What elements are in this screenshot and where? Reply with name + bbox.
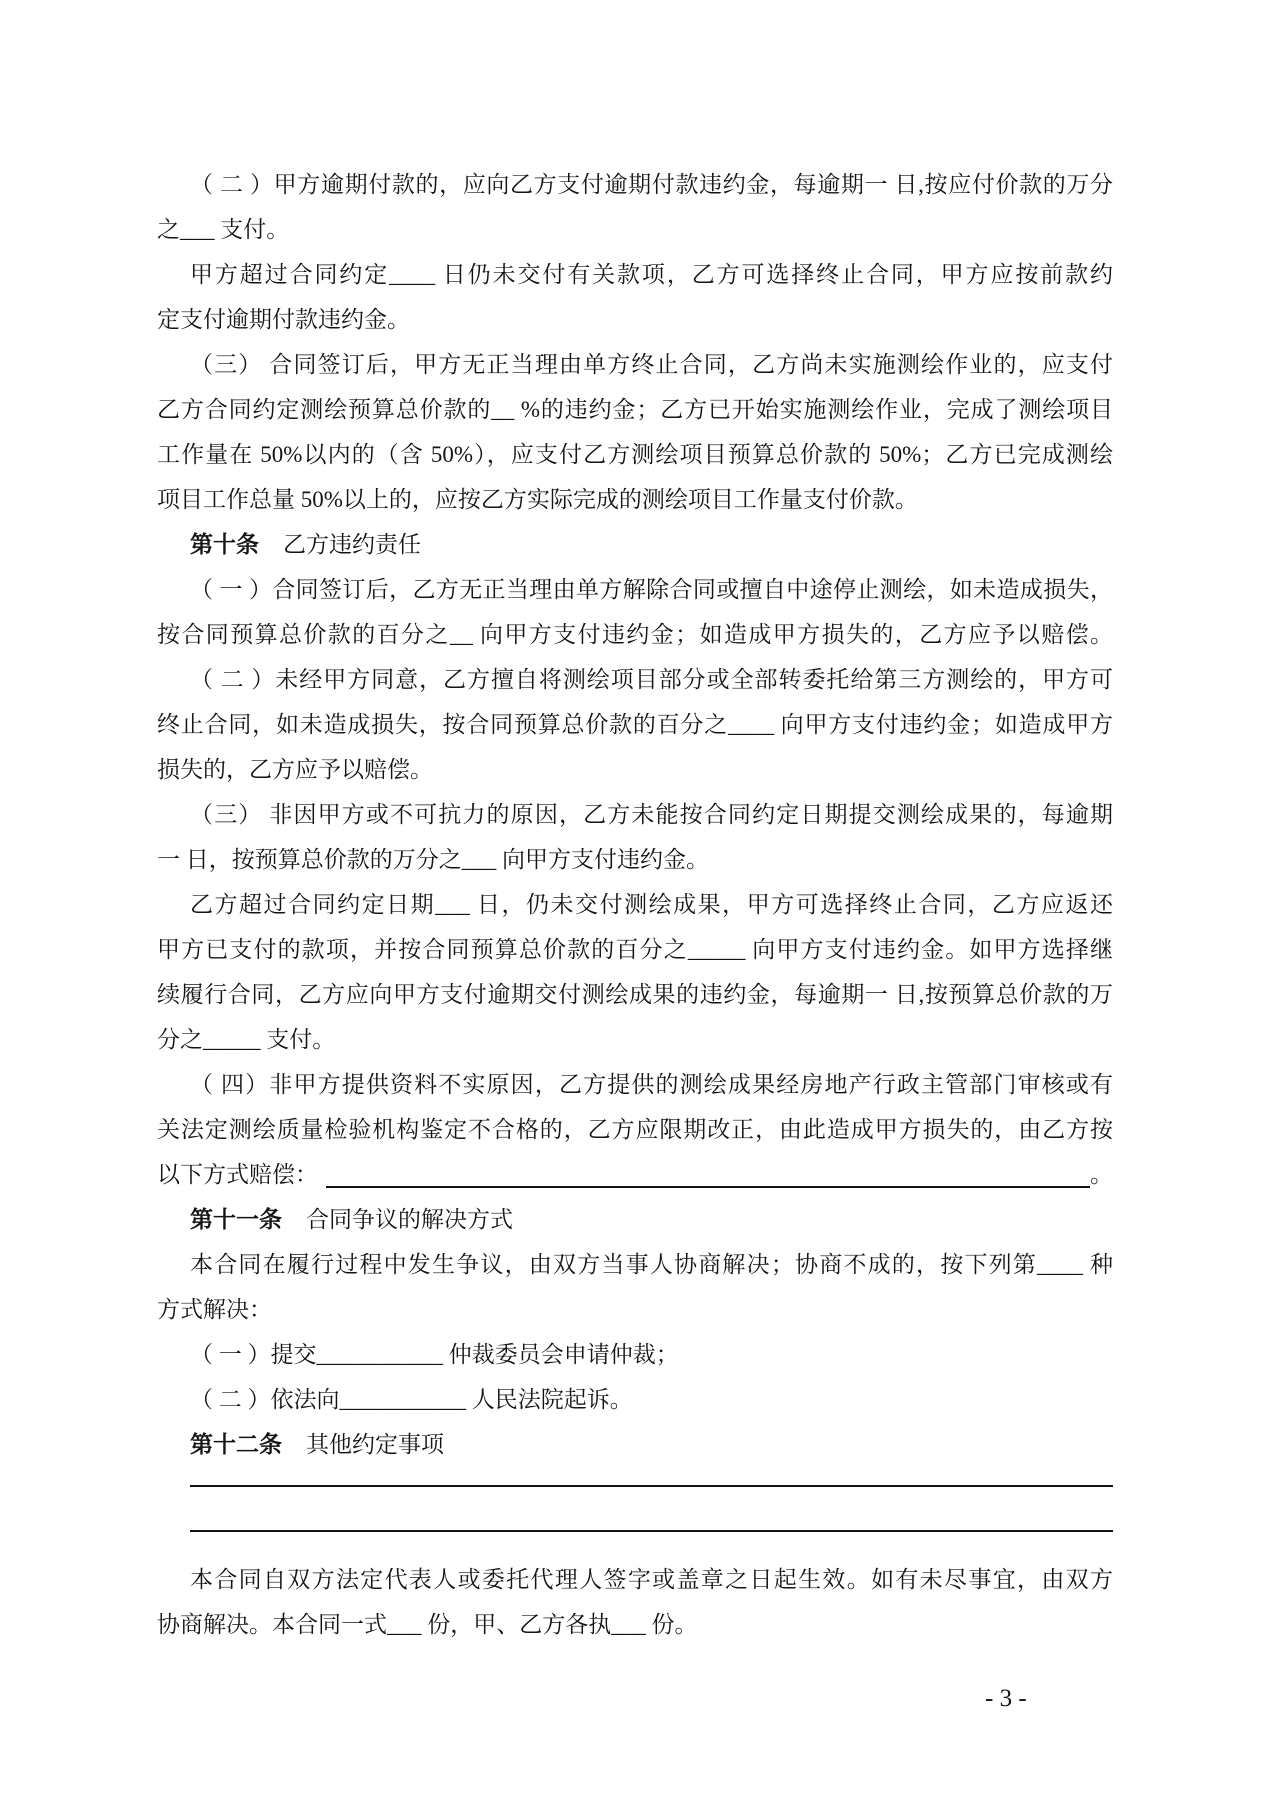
text-line: （ 一 ）合同签订后，乙方无正当理由单方解除合同或擅自中途停止测绘，如未造成损失， bbox=[190, 577, 1113, 602]
text-line: 甲方已支付的款项，并按合同预算总价款的百分之_____ 向甲方支付违约金。如甲方选择继 bbox=[157, 937, 1113, 962]
text-line: （三） 合同签订后，甲方无正当理由单方终止合同，乙方尚未实施测绘作业的，应支付 bbox=[190, 352, 1113, 377]
blank-line-period: 。 bbox=[1090, 1162, 1113, 1187]
section-heading bbox=[157, 1422, 1113, 1467]
section-heading-number: 第十二条 bbox=[190, 1431, 282, 1457]
fill-in-blank-line bbox=[326, 1186, 1090, 1188]
fill-in-rule-line bbox=[157, 1467, 1113, 1512]
fill-in-rule-line bbox=[157, 1512, 1113, 1557]
text-line: 工作量在 50%以内的（含 50%），应支付乙方测绘项目预算总价款的 50%；乙方已完成测绘 bbox=[157, 442, 1113, 467]
rule-bar bbox=[190, 1485, 1113, 1487]
blank-line-label: 以下方式赔偿： bbox=[157, 1162, 318, 1187]
text-line: （ 二 ）甲方逾期付款的，应向乙方支付逾期付款违约金，每逾期一 日,按应付价款的万分 bbox=[190, 172, 1113, 197]
section-heading bbox=[157, 1197, 1113, 1242]
text-line: 甲方超过合同约定____ 日仍未交付有关款项，乙方可选择终止合同，甲方应按前款约 bbox=[190, 262, 1113, 287]
text-line: 关法定测绘质量检验机构鉴定不合格的，乙方应限期改正，由此造成甲方损失的，由乙方按 bbox=[157, 1117, 1113, 1142]
text-line: 定支付逾期付款违约金。 bbox=[157, 307, 410, 332]
section-heading-number: 第十一条 bbox=[190, 1206, 282, 1232]
section-heading-title: 乙方违约责任 bbox=[283, 532, 421, 557]
text-line: 项目工作总量 50%以上的，应按乙方实际完成的测绘项目工作量支付价款。 bbox=[157, 487, 918, 512]
text-line: （ 四）非甲方提供资料不实原因，乙方提供的测绘成果经房地产行政主管部门审核或有 bbox=[190, 1072, 1113, 1097]
document-body bbox=[157, 162, 1113, 1647]
text-line: 损失的，乙方应予以赔偿。 bbox=[157, 757, 433, 782]
text-line: 续履行合同，乙方应向甲方支付逾期交付测绘成果的违约金，每逾期一 日,按预算总价款的万 bbox=[157, 982, 1113, 1007]
text-line: 乙方合同约定测绘预算总价款的__ %的违约金；乙方已开始实施测绘作业，完成了测绘项目 bbox=[157, 397, 1113, 422]
text-line: 本合同在履行过程中发生争议，由双方当事人协商解决；协商不成的，按下列第____ 种 bbox=[190, 1252, 1113, 1277]
text-line: （ 一 ）提交___________ 仲裁委员会申请仲裁； bbox=[190, 1342, 679, 1367]
section-heading-title: 其他约定事项 bbox=[306, 1432, 444, 1457]
rule-bar bbox=[190, 1530, 1113, 1532]
section-heading-number: 第十条 bbox=[190, 531, 259, 557]
section-heading-title: 合同争议的解决方式 bbox=[306, 1207, 513, 1232]
text-line: （ 二 ）依法向___________ 人民法院起诉。 bbox=[190, 1387, 633, 1412]
page-number: - 3 - bbox=[985, 1685, 1027, 1712]
text-line: （三） 非因甲方或不可抗力的原因，乙方未能按合同约定日期提交测绘成果的，每逾期 bbox=[190, 802, 1113, 827]
text-line: 方式解决： bbox=[157, 1297, 272, 1322]
text-line: （ 二 ）未经甲方同意，乙方擅自将测绘项目部分或全部转委托给第三方测绘的，甲方可 bbox=[190, 667, 1113, 692]
text-line: 分之_____ 支付。 bbox=[157, 1027, 336, 1052]
text-line-with-blank bbox=[157, 1152, 1113, 1197]
text-line: 本合同自双方法定代表人或委托代理人签字或盖章之日起生效。如有未尽事宜，由双方 bbox=[190, 1567, 1113, 1592]
text-line: 一 日，按预算总价款的万分之___ 向甲方支付违约金。 bbox=[157, 847, 709, 872]
text-line: 终止合同，如未造成损失，按合同预算总价款的百分之____ 向甲方支付违约金；如造成甲方 bbox=[157, 712, 1113, 737]
text-line: 按合同预算总价款的百分之__ 向甲方支付违约金；如造成甲方损失的，乙方应予以赔偿。 bbox=[157, 622, 1113, 647]
text-line: 乙方超过合同约定日期___ 日，仍未交付测绘成果，甲方可选择终止合同，乙方应返还 bbox=[190, 892, 1113, 917]
text-line: 协商解决。本合同一式___ 份，甲、乙方各执___ 份。 bbox=[157, 1612, 698, 1637]
text-line: 之___ 支付。 bbox=[157, 217, 290, 242]
section-heading bbox=[157, 522, 1113, 567]
